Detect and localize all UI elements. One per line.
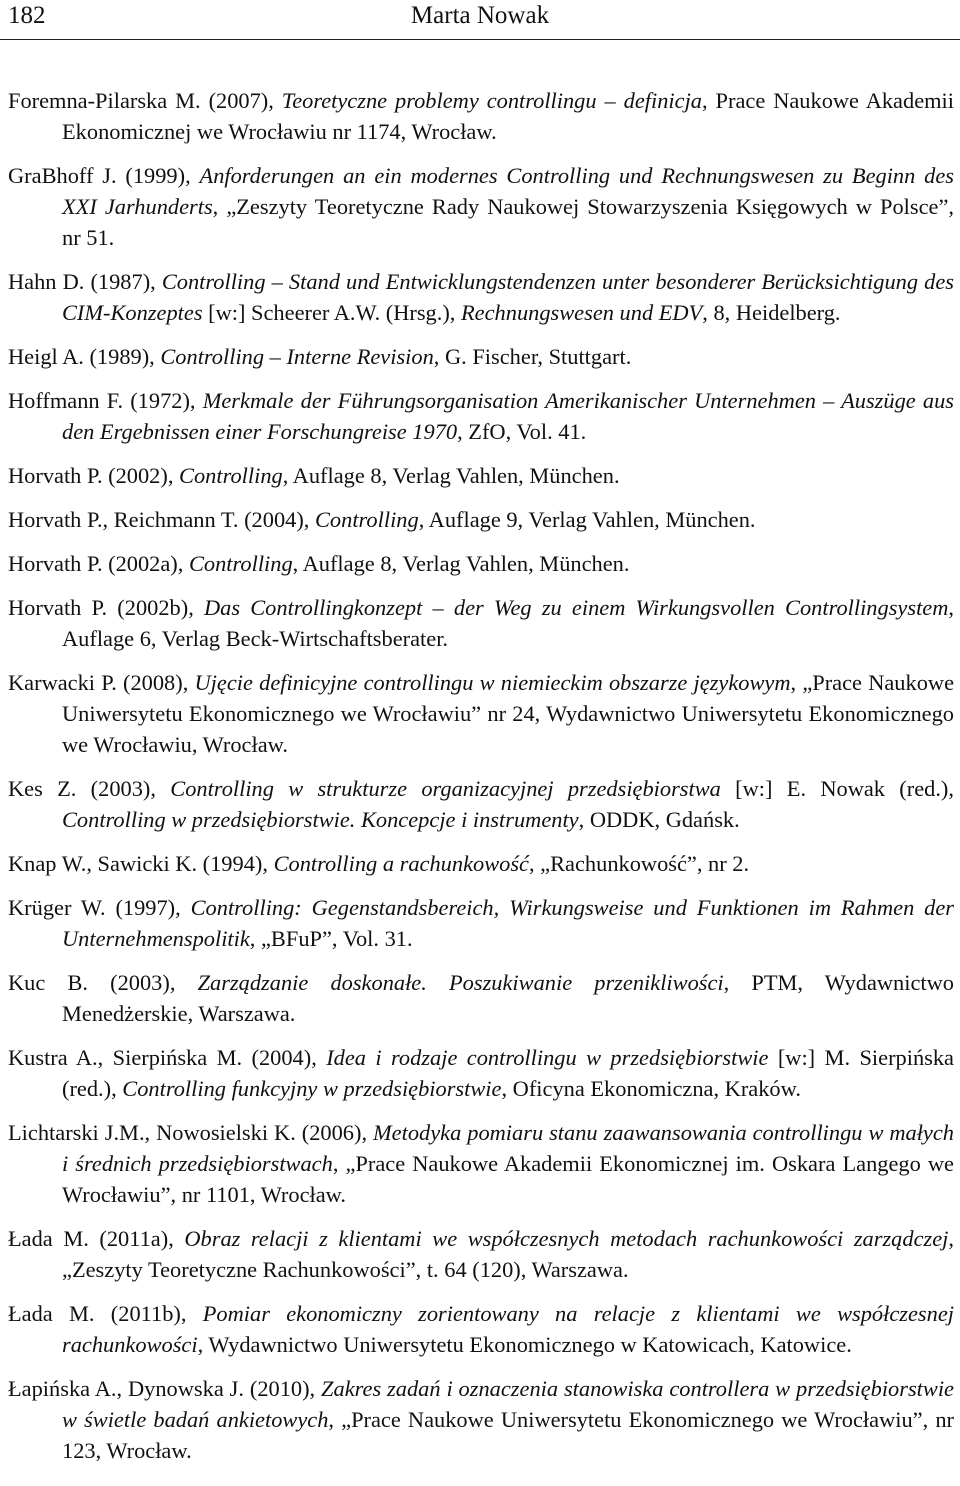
reference-authors: Hoffmann F. (1972), xyxy=(8,388,203,413)
reference-details: , ODDK, Gdańsk. xyxy=(578,807,740,832)
running-head: Marta Nowak xyxy=(410,2,550,29)
reference-details: , G. Fischer, Stuttgart. xyxy=(433,344,632,369)
reference-details: , „Rachunkowość”, nr 2. xyxy=(528,851,750,876)
page-header xyxy=(0,0,960,40)
reference-authors: Heigl A. (1989), xyxy=(8,344,161,369)
reference-authors: Horvath P. (2002), xyxy=(8,463,180,488)
reference-title: Teoretyczne problemy controllingu – definicja xyxy=(281,88,702,113)
reference-title: Controlling xyxy=(188,551,293,576)
reference-authors: Foremna-Pilarska M. (2007), xyxy=(8,88,282,113)
reference-title: Zarządzanie doskonałe. Poszukiwanie przenikliwości xyxy=(197,970,724,995)
reference-title: Controlling xyxy=(179,463,283,488)
reference-authors: Hahn D. (1987), xyxy=(8,269,162,294)
reference-title: Controlling – Interne Revision xyxy=(160,344,434,369)
reference-details: [w:] M. Sierpińska (red.), xyxy=(62,1045,954,1101)
reference-entry xyxy=(8,341,954,372)
reference-details: , „BFuP”, Vol. 31. xyxy=(249,926,413,951)
reference-title: Zakres zadań i oznaczenia stanowiska controllera w przedsiębiorstwie w świetle badań ankietowych xyxy=(62,1376,954,1432)
reference-title: Obraz relacji z klientami we współczesnych metodach rachunkowości zarządczej xyxy=(184,1226,949,1251)
reference-entry xyxy=(8,1373,954,1466)
reference-authors: Łapińska A., Dynowska J. (2010), xyxy=(8,1376,322,1401)
reference-title: Controlling xyxy=(315,507,419,532)
reference-authors: Kustra A., Sierpińska M. (2004), xyxy=(8,1045,327,1070)
reference-title: Controlling funkcyjny w przedsiębiorstwie xyxy=(122,1076,502,1101)
reference-details: , Oficyna Ekonomiczna, Kraków. xyxy=(501,1076,801,1101)
page-number: 182 xyxy=(8,2,46,29)
reference-authors: Horvath P., Reichmann T. (2004), xyxy=(8,507,315,532)
reference-entry xyxy=(8,667,954,760)
reference-title: Controlling a rachunkowość xyxy=(273,851,529,876)
reference-authors: Krüger W. (1997), xyxy=(8,895,191,920)
reference-details: , „Zeszyty Teoretyczne Rachunkowości”, t. 64 (120), Warszawa. xyxy=(62,1226,954,1282)
reference-title: Metodyka pomiaru stanu zaawansowania controllingu w małych i średnich przedsiębiorstwach xyxy=(62,1120,954,1176)
reference-entry xyxy=(8,85,954,147)
reference-authors: Łada M. (2011b), xyxy=(8,1301,203,1326)
reference-entry xyxy=(8,848,954,879)
reference-entry xyxy=(8,504,954,535)
reference-entry xyxy=(8,385,954,447)
reference-authors: Kuc B. (2003), xyxy=(8,970,198,995)
reference-details: , 8, Heidelberg. xyxy=(702,300,841,325)
reference-title: Anforderungen an ein modernes Controlling und Rechnungswesen zu Beginn des XXI Jarhunderts xyxy=(62,163,954,219)
reference-details: [w:] Scheerer A.W. (Hrsg.), xyxy=(202,300,461,325)
reference-entry xyxy=(8,592,954,654)
reference-authors: Karwacki P. (2008), xyxy=(8,670,195,695)
reference-details: , Auflage 8, Verlag Vahlen, München. xyxy=(282,463,620,488)
reference-details: , „Prace Naukowe Uniwersytetu Ekonomicznego we Wrocławiu”, nr 123, Wrocław. xyxy=(62,1407,954,1463)
reference-title: Controlling w strukturze organizacyjnej przedsiębiorstwa xyxy=(170,776,721,801)
reference-title: Pomiar ekonomiczny zorientowany na relacje z klientami we współczesnej rachunkowości xyxy=(62,1301,954,1357)
reference-title: Controlling: Gegenstandsbereich, Wirkungsweise und Funktionen im Rahmen der Unternehmenspolitik xyxy=(62,895,955,951)
reference-entry xyxy=(8,892,954,954)
reference-entry xyxy=(8,548,954,579)
reference-entry xyxy=(8,1042,954,1104)
reference-title: Controlling – Stand und Entwicklungstendenzen unter besonderer Berücksichtigung des CIM-Konzeptes xyxy=(62,269,954,325)
reference-details: , Auflage 8, Verlag Vahlen, München. xyxy=(292,551,630,576)
reference-details: , Wydawnictwo Uniwersytetu Ekonomicznego w Katowicach, Katowice. xyxy=(197,1332,852,1357)
reference-title: Ujęcie definicyjne controllingu w niemieckim obszarze językowym xyxy=(194,670,791,695)
reference-entry xyxy=(8,1117,954,1210)
reference-authors: Lichtarski J.M., Nowosielski K. (2006), xyxy=(8,1120,374,1145)
reference-authors: Horvath P. (2002a), xyxy=(8,551,189,576)
reference-entry xyxy=(8,1223,954,1285)
reference-details: , „Prace Naukowe Akademii Ekonomicznej im. Oskara Langego we Wrocławiu”, nr 1101, Wrocław. xyxy=(62,1151,954,1207)
reference-authors: Łada M. (2011a), xyxy=(8,1226,185,1251)
reference-details: , „Prace Naukowe Uniwersytetu Ekonomicznego we Wrocławiu” nr 24, Wydawnictwo Uniwersytetu Ekonomicznego we Wrocławiu, Wrocław. xyxy=(62,670,955,757)
reference-authors: GraBhoff J. (1999), xyxy=(8,163,200,188)
reference-entry xyxy=(8,773,954,835)
reference-entry xyxy=(8,967,954,1029)
reference-title: Controlling w przedsiębiorstwie. Koncepcje i instrumenty xyxy=(62,807,579,832)
reference-title: Das Controllingkonzept – der Weg zu einem Wirkungsvollen Controllingsystem xyxy=(203,595,949,620)
reference-entry xyxy=(8,160,954,253)
reference-list xyxy=(8,85,954,1479)
reference-details: , Auflage 6, Verlag Beck-Wirtschaftsberater. xyxy=(62,595,955,651)
reference-details: , Auflage 9, Verlag Vahlen, München. xyxy=(418,507,756,532)
reference-details: , PTM, Wydawnictwo Menedżerskie, Warszawa. xyxy=(62,970,954,1026)
reference-authors: Kes Z. (2003), xyxy=(8,776,171,801)
reference-details: [w:] E. Nowak (red.), xyxy=(720,776,954,801)
reference-entry xyxy=(8,1298,954,1360)
reference-entry xyxy=(8,460,954,491)
reference-details: , ZfO, Vol. 41. xyxy=(457,419,587,444)
reference-title: Merkmale der Führungsorganisation Amerikanischer Unternehmen – Auszüge aus den Ergebnissen einer Forschungreise 1970 xyxy=(62,388,954,444)
reference-entry xyxy=(8,266,954,328)
reference-authors: Horvath P. (2002b), xyxy=(8,595,204,620)
reference-details: , Prace Naukowe Akademii Ekonomicznej we Wrocławiu nr 1174, Wrocław. xyxy=(62,88,954,144)
reference-authors: Knap W., Sawicki K. (1994), xyxy=(8,851,274,876)
reference-title: Idea i rodzaje controllingu w przedsiębiorstwie xyxy=(326,1045,769,1070)
reference-details: , „Zeszyty Teoretyczne Rady Naukowej Stowarzyszenia Księgowych w Polsce”, nr 51. xyxy=(62,194,955,250)
reference-title: Rechnungswesen und EDV xyxy=(461,300,703,325)
